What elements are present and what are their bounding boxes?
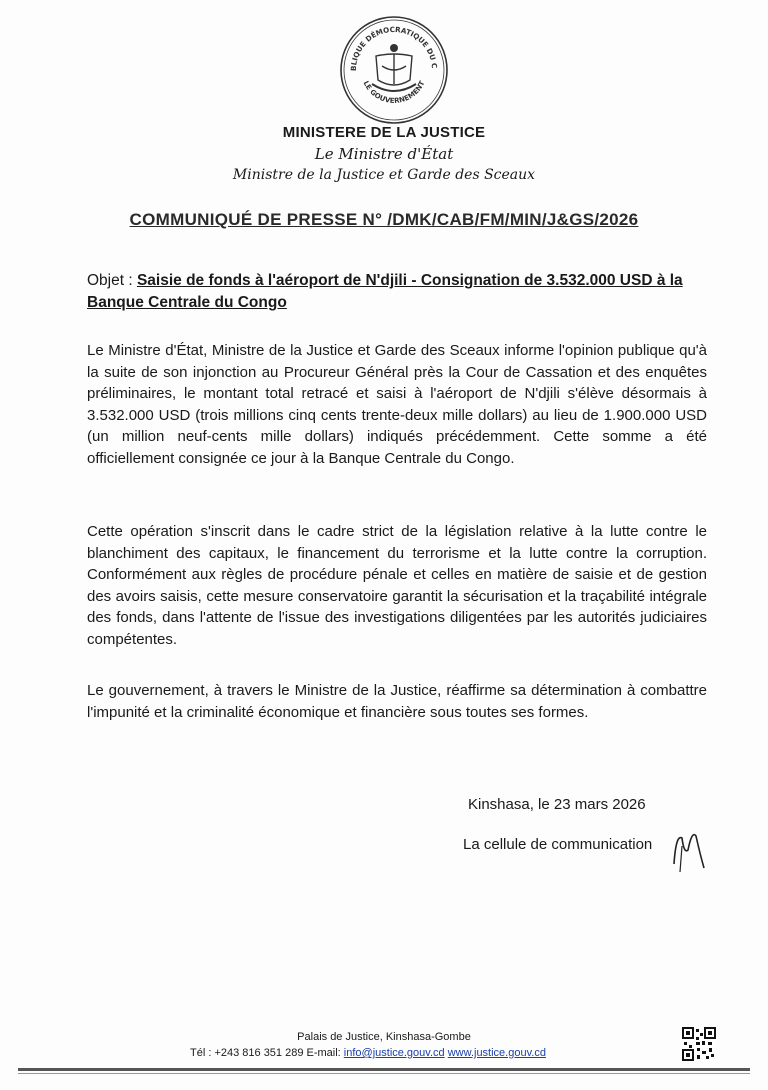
signatory: La cellule de communication — [463, 836, 653, 853]
minister-portfolio: Ministre de la Justice et Garde des Sceaux — [232, 167, 536, 183]
footer-divider-thin — [18, 1073, 750, 1074]
ministry-name: MINISTERE DE LA JUSTICE — [282, 124, 486, 141]
footer-divider-thick — [18, 1068, 750, 1071]
seal-emblem-icon — [338, 14, 450, 126]
government-seal-logo — [338, 14, 450, 126]
footer-phone: Tél : +243 816 351 289 E-mail: — [190, 1047, 344, 1059]
place-and-date: Kinshasa, le 23 mars 2026 — [468, 796, 646, 813]
body-paragraph-2: Cette opération s'inscrit dans le cadre strict de la législation relative à la lutte contre le blanchiment des capitaux, le financement du terrorisme et la lutte contre la corruption. Conformément aux règles de procédure pénale et celles en matière de saisie et de gestion des avoirs saisis, cette mesure conservatoire garantit la sécurisation et la traçabilité intégrale des fonds, dans l'attente de l'issue des investigations diligentées par les autorités judiciaires compétentes. — [87, 523, 707, 648]
footer-address: Palais de Justice, Kinshasa-Gombe — [297, 1031, 471, 1043]
body-paragraph-1: Le Ministre d'État, Ministre de la Justice et Garde des Sceaux informe l'opinion publique qu'à la suite de son injonction au Procureur Général près la Cour de Cassation et des enquêtes préliminaires, le montant total retracé et saisi à l'aéroport de N'djili s'élève désormais à 3.532.000 USD (trois millions cinq cents trente-deux mille dollars) au lieu de 1.900.000 USD (un million neuf-cents mille dollars) indiqués précédemment. Cette somme a été officiellement consignée ce jour à la Banque Centrale du Congo. — [87, 342, 707, 467]
subject-text: Saisie de fonds à l'aéroport de N'djili - Consignation de 3.532.000 USD à la Banque Centrale du Congo — [87, 272, 683, 311]
qr-code-icon — [682, 1027, 716, 1061]
body-paragraph-3: Le gouvernement, à travers le Ministre de la Justice, réaffirme sa détermination à combattre l'impunité et la criminalité économique et financière sous toutes ses formes. — [87, 682, 707, 721]
website-link[interactable]: www.justice.gouv.cd — [447, 1047, 546, 1059]
email-link[interactable]: info@justice.gouv.cd — [343, 1047, 445, 1059]
minister-title: Le Ministre d'État — [314, 145, 454, 163]
svg-text:RÉPUBLIQUE DÉMOCRATIQUE DU CON: BLIQUE DÉMOCRATIQUE DU C — [348, 24, 440, 72]
communique-title: COMMUNIQUÉ DE PRESSE N° /DMK/CAB/FM/MIN/J&GS/2026 — [129, 210, 639, 229]
svg-text:LE GOUVERNEMENT: LE GOUVERNEMENT — [361, 79, 427, 106]
handwritten-signature — [670, 824, 710, 874]
subject-line — [87, 270, 727, 314]
subject-label: Objet : — [87, 272, 137, 289]
footer-contact — [190, 1047, 546, 1059]
